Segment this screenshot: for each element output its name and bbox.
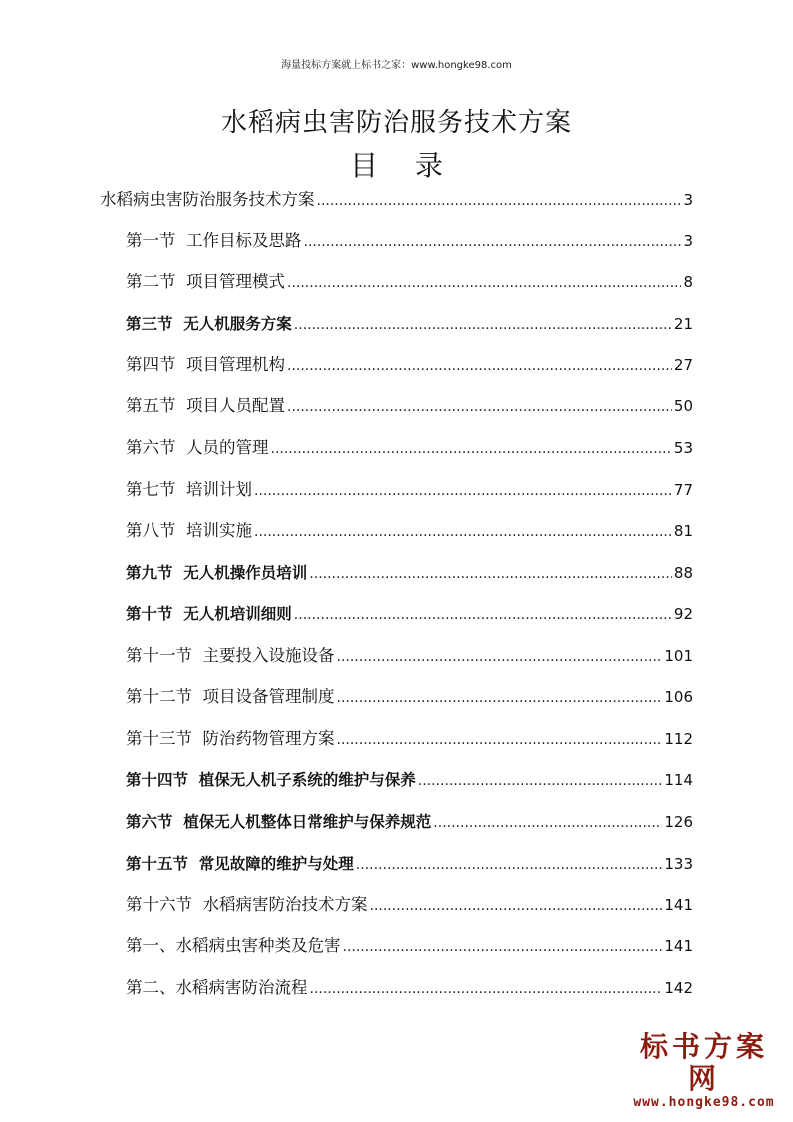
toc-entry-label: 第十六节 水稻病害防治技术方案 (126, 895, 368, 914)
toc-leader (356, 853, 663, 877)
toc-entry[interactable] (126, 394, 693, 420)
toc-entry-label: 第十三节 防治药物管理方案 (126, 729, 335, 748)
toc-leader (309, 562, 672, 586)
watermark-logo (629, 1031, 779, 1110)
toc-page-number: 77 (673, 481, 693, 499)
toc-entry[interactable] (126, 727, 693, 753)
toc-heading: 目 录 (350, 149, 457, 182)
toc-entry-label: 第一节 工作目标及思路 (126, 231, 302, 250)
toc-entry-label: 第十一节 主要投入设施设备 (126, 646, 335, 665)
toc-entry[interactable] (126, 353, 693, 379)
toc-page-number: 50 (673, 397, 693, 415)
toc-entry-label: 第八节 培训实施 (126, 521, 252, 540)
toc-page-number: 106 (664, 688, 693, 706)
toc-entry[interactable] (126, 768, 693, 794)
toc-page-number: 141 (664, 937, 693, 955)
toc-entry[interactable] (126, 810, 693, 836)
toc-entry-label: 第十二节 项目设备管理制度 (126, 687, 335, 706)
toc-entry[interactable] (126, 976, 693, 1002)
toc-entry-label: 第十五节 常见故障的维护与处理 (126, 855, 354, 873)
toc-leader (370, 894, 663, 918)
toc-entry[interactable] (100, 188, 693, 214)
toc-entry[interactable] (126, 644, 693, 670)
toc-leader (294, 313, 672, 337)
toc-leader (337, 728, 663, 752)
toc-entry-label: 第十四节 植保无人机子系统的维护与保养 (126, 771, 416, 789)
toc-entry-label: 第七节 培训计划 (126, 480, 252, 499)
toc-entry-label: 第九节 无人机操作员培训 (126, 564, 308, 582)
toc-page-number: 141 (664, 896, 693, 914)
toc-entry[interactable] (126, 934, 693, 960)
toc-page-number: 81 (673, 522, 693, 540)
toc-page-number: 21 (673, 315, 693, 333)
toc-leader (304, 230, 682, 254)
toc-page-number: 53 (673, 439, 693, 457)
toc-entry[interactable] (126, 561, 693, 587)
toc-leader (287, 354, 672, 378)
toc-entry[interactable] (126, 685, 693, 711)
toc-entry-label: 第五节 项目人员配置 (126, 396, 285, 415)
toc-leader (317, 189, 682, 213)
toc-page-number: 112 (664, 730, 693, 748)
toc-leader (287, 395, 672, 419)
toc-page-number: 27 (673, 356, 693, 374)
toc-entry-label: 第二、水稻病害防治流程 (126, 978, 308, 997)
toc-leader (343, 935, 663, 959)
toc-entry[interactable] (126, 602, 693, 628)
toc-entry[interactable] (126, 270, 693, 296)
toc-entry-label: 第一、水稻病虫害种类及危害 (126, 936, 341, 955)
toc-page-number: 88 (673, 564, 693, 582)
toc-page-number: 142 (664, 979, 693, 997)
toc-entry[interactable] (126, 229, 693, 255)
document-title: 水稻病虫害防治服务技术方案 (220, 108, 572, 138)
toc-page-number: 8 (683, 273, 693, 291)
toc-leader (254, 479, 672, 503)
toc-entry[interactable] (126, 519, 693, 545)
toc-entry[interactable] (126, 478, 693, 504)
toc-entry[interactable] (126, 312, 693, 338)
toc-entry-label: 第六节 植保无人机整体日常维护与保养规范 (126, 813, 432, 831)
toc-leader (310, 977, 663, 1001)
toc-leader (418, 769, 663, 793)
toc-page-number: 101 (664, 647, 693, 665)
watermark-url: www.hongke98.com (633, 1095, 775, 1110)
toc-leader (337, 686, 663, 710)
toc-entry-label: 第十节 无人机培训细则 (126, 605, 292, 623)
toc-page-number: 3 (683, 191, 693, 209)
toc-page-number: 3 (683, 232, 693, 250)
toc-leader (337, 645, 663, 669)
toc-entry-label: 第二节 项目管理模式 (126, 272, 285, 291)
toc-leader (254, 520, 672, 544)
toc-leader (287, 271, 681, 295)
toc-entry-label: 第三节 无人机服务方案 (126, 315, 292, 333)
toc-entry-label: 第六节 人员的管理 (126, 438, 269, 457)
toc-leader (433, 811, 662, 835)
toc-page-number: 114 (664, 771, 693, 789)
toc-entry[interactable] (126, 852, 693, 878)
toc-page-number: 126 (664, 813, 693, 831)
toc-entry[interactable] (126, 436, 693, 462)
toc-leader (294, 603, 672, 627)
toc-page-number: 133 (664, 855, 693, 873)
toc-entry-label: 第四节 项目管理机构 (126, 355, 285, 374)
page-header: 海量投标方案就上标书之家：www.hongke98.com (281, 60, 512, 71)
watermark-title: 标书方案网 (639, 1030, 768, 1095)
toc-entry[interactable] (126, 893, 693, 919)
toc-entry-label: 水稻病虫害防治服务技术方案 (100, 190, 315, 209)
toc-page-number: 92 (673, 605, 693, 623)
toc-leader (271, 437, 672, 461)
